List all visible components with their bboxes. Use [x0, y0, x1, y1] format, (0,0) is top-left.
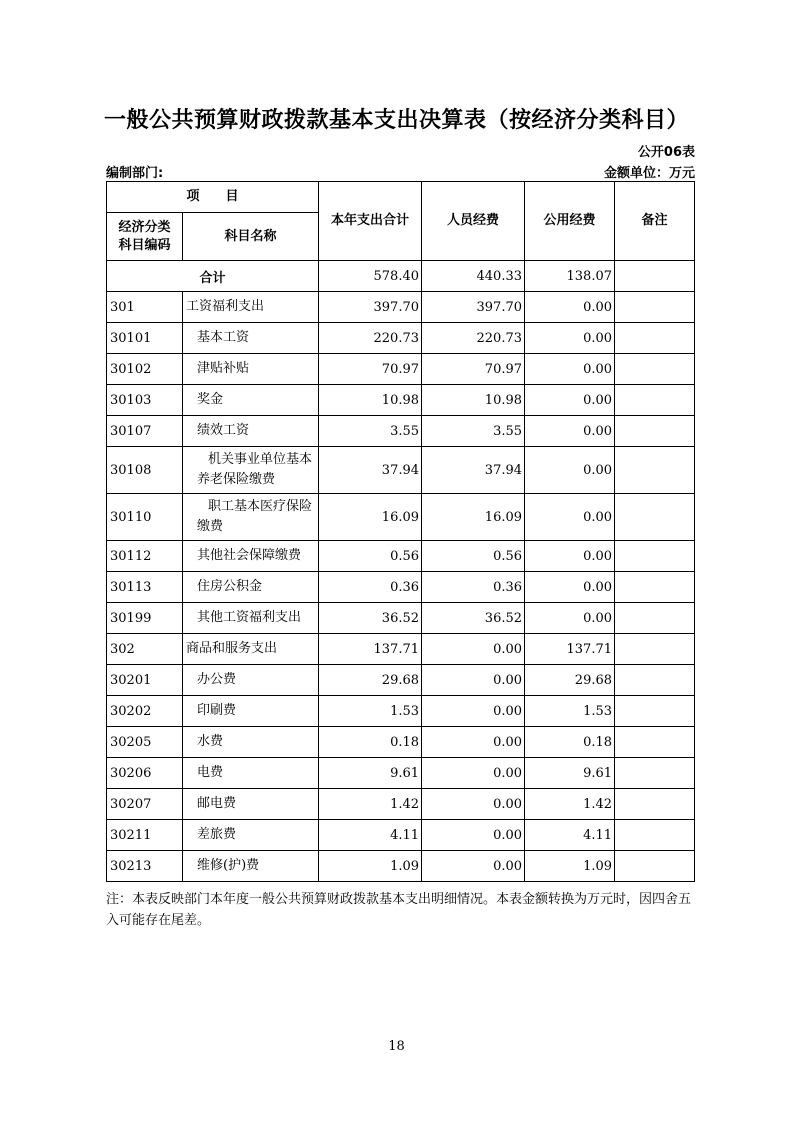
row-code: 301 [107, 292, 183, 323]
row-total: 29.68 [319, 665, 422, 696]
row-code: 30207 [107, 789, 183, 820]
row-remark [615, 447, 695, 494]
row-remark [615, 820, 695, 851]
row-public: 0.00 [525, 572, 615, 603]
row-remark [615, 354, 695, 385]
row-personnel: 16.09 [422, 494, 525, 541]
footnote: 注：本表反映部门本年度一般公共预算财政拨款基本支出明细情况。本表金额转换为万元时，因四舍五入可能存在尾差。 [106, 892, 692, 928]
row-name: 印刷费 [183, 696, 319, 727]
table-row [107, 727, 695, 758]
row-total: 4.11 [319, 820, 422, 851]
row-name: 职工基本医疗保险缴费 [183, 494, 319, 541]
row-public: 0.00 [525, 385, 615, 416]
row-name: 差旅费 [183, 820, 319, 851]
row-code: 30211 [107, 820, 183, 851]
header-code-line2: 科目编码 [118, 237, 171, 253]
row-total: 397.70 [319, 292, 422, 323]
header-total: 本年支出合计 [319, 182, 422, 261]
row-name: 其他社会保障缴费 [183, 541, 319, 572]
row-public: 0.00 [525, 494, 615, 541]
row-remark [615, 385, 695, 416]
row-personnel: 0.00 [422, 758, 525, 789]
row-name: 商品和服务支出 [183, 634, 319, 665]
header-code [107, 213, 183, 261]
row-total: 220.73 [319, 323, 422, 354]
row-code: 30103 [107, 385, 183, 416]
row-total: 70.97 [319, 354, 422, 385]
row-total: 1.53 [319, 696, 422, 727]
row-public: 0.00 [525, 323, 615, 354]
row-code: 30199 [107, 603, 183, 634]
row-remark [615, 665, 695, 696]
table-row [107, 851, 695, 882]
page-number: 18 [388, 1039, 405, 1054]
row-public: 0.00 [525, 416, 615, 447]
row-public: 0.00 [525, 292, 615, 323]
total-remark [615, 261, 695, 292]
header-personnel: 人员经费 [422, 182, 525, 261]
row-public: 0.00 [525, 354, 615, 385]
row-code: 30107 [107, 416, 183, 447]
header-code-line1: 经济分类 [118, 219, 171, 235]
row-personnel: 70.97 [422, 354, 525, 385]
row-code: 30101 [107, 323, 183, 354]
row-remark [615, 851, 695, 882]
row-code: 30112 [107, 541, 183, 572]
row-name: 机关事业单位基本养老保险缴费 [183, 447, 319, 494]
row-total: 137.71 [319, 634, 422, 665]
row-public: 0.18 [525, 727, 615, 758]
table-row [107, 634, 695, 665]
row-personnel: 0.00 [422, 634, 525, 665]
row-total: 37.94 [319, 447, 422, 494]
table-row [107, 416, 695, 447]
row-personnel: 397.70 [422, 292, 525, 323]
row-personnel: 37.94 [422, 447, 525, 494]
header-item: 项 目 [107, 182, 319, 213]
row-code: 302 [107, 634, 183, 665]
row-total: 0.36 [319, 572, 422, 603]
table-row [107, 323, 695, 354]
row-personnel: 0.36 [422, 572, 525, 603]
row-name: 邮电费 [183, 789, 319, 820]
row-public: 1.42 [525, 789, 615, 820]
total-row [107, 261, 695, 292]
row-total: 16.09 [319, 494, 422, 541]
row-personnel: 0.00 [422, 820, 525, 851]
row-remark [615, 789, 695, 820]
total-label: 合计 [107, 261, 319, 292]
row-name: 工资福利支出 [183, 292, 319, 323]
row-remark [615, 696, 695, 727]
table-row [107, 665, 695, 696]
row-name: 奖金 [183, 385, 319, 416]
unit-label: 金额单位：万元 [603, 166, 695, 181]
row-remark [615, 758, 695, 789]
table-row [107, 789, 695, 820]
table-row [107, 447, 695, 494]
total-personnel: 440.33 [422, 261, 525, 292]
row-public: 1.09 [525, 851, 615, 882]
row-code: 30201 [107, 665, 183, 696]
row-total: 0.18 [319, 727, 422, 758]
row-public: 4.11 [525, 820, 615, 851]
page-title: 一般公共预算财政拨款基本支出决算表（按经济分类科目） [103, 108, 689, 133]
row-name: 住房公积金 [183, 572, 319, 603]
row-total: 1.42 [319, 789, 422, 820]
row-code: 30110 [107, 494, 183, 541]
row-remark [615, 727, 695, 758]
row-name: 维修(护)费 [183, 851, 319, 882]
row-remark [615, 603, 695, 634]
row-remark [615, 541, 695, 572]
row-total: 9.61 [319, 758, 422, 789]
table-row [107, 696, 695, 727]
header-name: 科目名称 [183, 213, 319, 261]
row-public: 9.61 [525, 758, 615, 789]
row-personnel: 36.52 [422, 603, 525, 634]
table-row [107, 541, 695, 572]
row-personnel: 0.00 [422, 696, 525, 727]
row-name: 其他工资福利支出 [183, 603, 319, 634]
row-public: 137.71 [525, 634, 615, 665]
row-personnel: 0.00 [422, 851, 525, 882]
form-number: 公开06表 [637, 145, 695, 160]
row-public: 0.00 [525, 603, 615, 634]
row-name: 电费 [183, 758, 319, 789]
row-remark [615, 323, 695, 354]
table-row [107, 385, 695, 416]
row-code: 30202 [107, 696, 183, 727]
row-code: 30206 [107, 758, 183, 789]
table-row [107, 758, 695, 789]
row-remark [615, 494, 695, 541]
total-value: 578.40 [319, 261, 422, 292]
row-code: 30213 [107, 851, 183, 882]
table-row [107, 603, 695, 634]
header-remark: 备注 [615, 182, 695, 261]
total-public: 138.07 [525, 261, 615, 292]
row-personnel: 0.00 [422, 789, 525, 820]
row-remark [615, 634, 695, 665]
table-row [107, 494, 695, 541]
table-row [107, 572, 695, 603]
row-personnel: 0.00 [422, 727, 525, 758]
row-name: 绩效工资 [183, 416, 319, 447]
row-code: 30102 [107, 354, 183, 385]
table-row [107, 820, 695, 851]
row-name: 津贴补贴 [183, 354, 319, 385]
row-public: 1.53 [525, 696, 615, 727]
row-personnel: 10.98 [422, 385, 525, 416]
row-remark [615, 572, 695, 603]
row-personnel: 0.56 [422, 541, 525, 572]
table-row [107, 354, 695, 385]
row-public: 0.00 [525, 541, 615, 572]
row-total: 1.09 [319, 851, 422, 882]
expenditure-table [106, 181, 695, 882]
row-total: 10.98 [319, 385, 422, 416]
row-total: 36.52 [319, 603, 422, 634]
row-public: 0.00 [525, 447, 615, 494]
row-personnel: 220.73 [422, 323, 525, 354]
row-code: 30113 [107, 572, 183, 603]
row-personnel: 3.55 [422, 416, 525, 447]
header-public: 公用经费 [525, 182, 615, 261]
row-remark [615, 292, 695, 323]
row-remark [615, 416, 695, 447]
table-row [107, 292, 695, 323]
row-total: 0.56 [319, 541, 422, 572]
row-name: 办公费 [183, 665, 319, 696]
row-name: 水费 [183, 727, 319, 758]
row-total: 3.55 [319, 416, 422, 447]
row-code: 30108 [107, 447, 183, 494]
department-label: 编制部门: [106, 166, 164, 181]
header-row [107, 182, 695, 213]
row-personnel: 0.00 [422, 665, 525, 696]
row-code: 30205 [107, 727, 183, 758]
row-public: 29.68 [525, 665, 615, 696]
row-name: 基本工资 [183, 323, 319, 354]
